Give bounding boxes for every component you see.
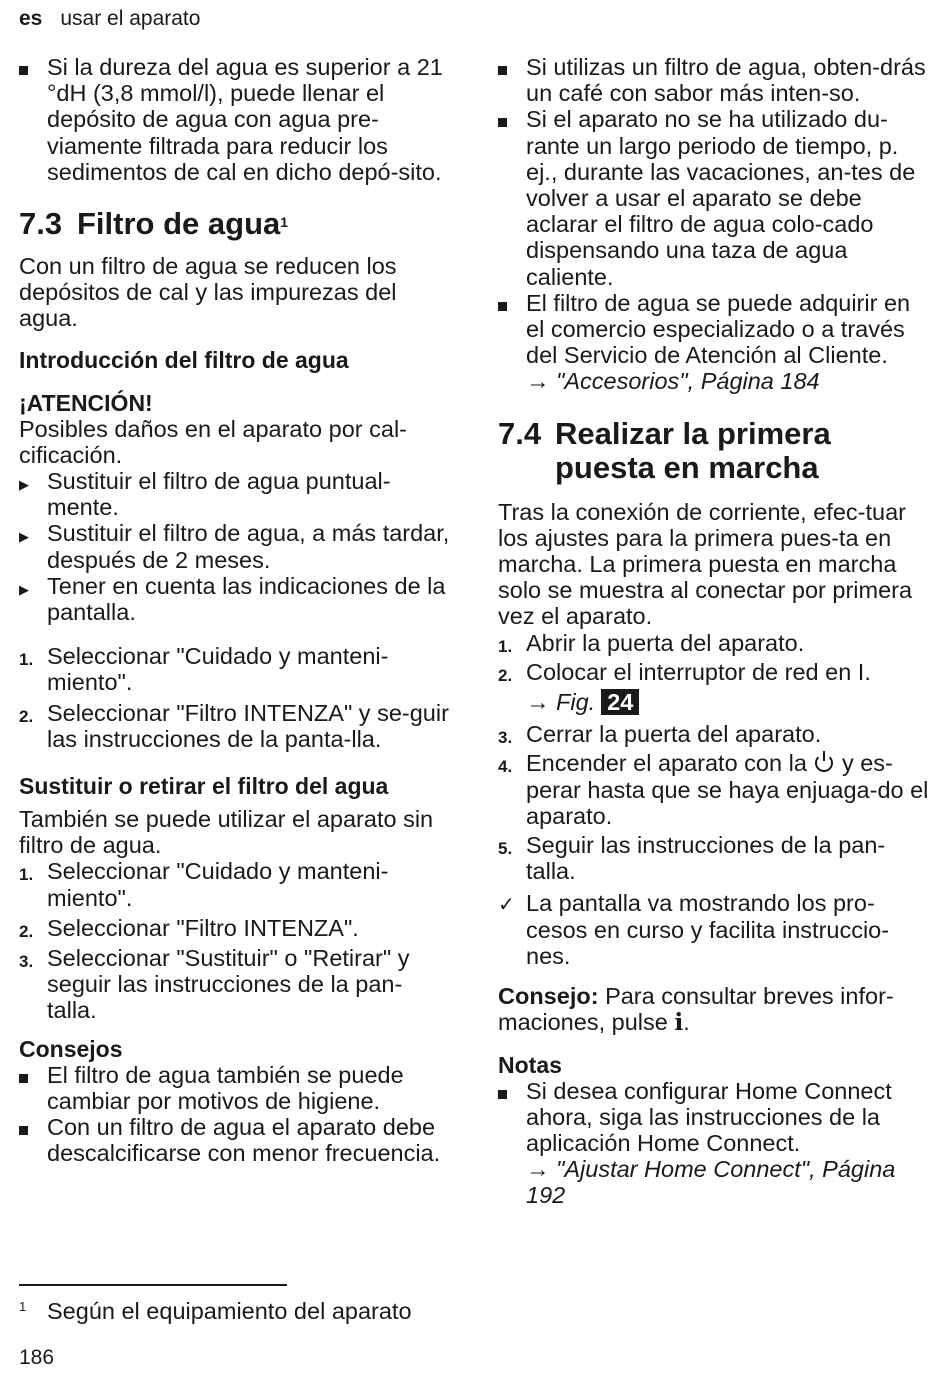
- tip-label: Consejo:: [498, 983, 599, 1010]
- figure-number: 24: [601, 689, 639, 715]
- list-item: 2. Seleccionar "Filtro INTENZA" y se-guir las instrucciones de la panta-lla.: [19, 699, 449, 752]
- square-bullet-icon: [498, 1090, 507, 1099]
- attention-title: ¡ATENCIÓN!: [19, 389, 153, 416]
- step-number: 2.: [19, 706, 34, 726]
- checkmark-icon: ✓: [498, 894, 515, 917]
- step-number: 5.: [498, 839, 513, 859]
- list-item: ▶ Sustituir el filtro de agua, a más tardar, después de 2 meses.: [19, 520, 450, 573]
- section-title: usar el aparato: [60, 7, 201, 30]
- list-item: 5. Seguir las instrucciones de la pan-talla.: [498, 832, 886, 885]
- accessories-link[interactable]: → "Accesorios", Página 184: [526, 368, 820, 395]
- list-item: ▶ Sustituir el filtro de agua puntual-mente.: [19, 468, 391, 521]
- list-item: El filtro de agua se puede adquirir en el comercio especializado o a través del Servicio de Atención al Cliente. → "Accesorios", Página 184: [498, 290, 930, 395]
- language-code: es: [19, 7, 43, 30]
- square-bullet-icon: [498, 66, 507, 75]
- footnote-ref: 1: [280, 214, 289, 231]
- paragraph: Con un filtro de agua se reducen los depósitos de cal y las impurezas del agua.: [19, 253, 397, 332]
- step-number: 3.: [498, 728, 513, 748]
- footnote: [19, 1297, 459, 1325]
- subheading-replace: Sustituir o retirar el filtro del agua: [19, 773, 389, 800]
- step-number: 3.: [19, 952, 34, 972]
- list-item: ▶ Tener en cuenta las indicaciones de la pantalla.: [19, 572, 446, 626]
- list-item: 2. Colocar el interruptor de red en I. → Fig. 24: [498, 659, 930, 715]
- square-bullet-icon: [19, 1074, 28, 1083]
- figure-link[interactable]: → Fig. 24: [526, 689, 930, 715]
- triangle-bullet-icon: ▶: [19, 529, 29, 545]
- list-item: Si el aparato no se ha utilizado du-rante un largo periodo de tiempo, p. ej., durante las vacaciones, an-tes de volver a usar el aparato se debe aclarar el filtro de agua colo-cado dispensando una taza de agua caliente.: [498, 106, 930, 289]
- square-bullet-icon: [498, 118, 507, 127]
- list-item: Con un filtro de agua el aparato debe descalcificarse con menor frecuencia.: [19, 1114, 451, 1166]
- notes-heading: Notas: [498, 1051, 562, 1078]
- list-item: Si desea configurar Home Connect ahora, siga las instrucciones de la aplicación Home Connect. → "Ajustar Home Connect", Página 192: [498, 1078, 930, 1209]
- step-number: 2.: [498, 665, 513, 685]
- page-number: 186: [19, 1346, 55, 1369]
- page-header: [19, 6, 200, 32]
- list-item: Si la dureza del agua es superior a 21 °dH (3,8 mmol/l), puede llenar el depósito de agua con agua pre-viamente filtrada para reducir los sedimentos de cal en dicho depó-sito.: [19, 54, 451, 185]
- tips-heading: Consejos: [19, 1035, 123, 1062]
- paragraph: Tras la conexión de corriente, efec-tuar los ajustes para la primera pues-ta en marcha. La primera puesta en marcha solo se muestra al conectar por primera vez el aparato.: [498, 498, 913, 630]
- list-item: Si utilizas un filtro de agua, obten-drás un café con sabor más inten-so.: [498, 54, 930, 106]
- footnote-divider: [19, 1284, 287, 1286]
- list-item: 4. Encender el aparato con la y es-perar hasta que se haya enjuaga-do el aparato.: [498, 750, 929, 829]
- footnote-text: Según el equipamiento del aparato: [47, 1298, 412, 1324]
- step-number: 1.: [19, 650, 34, 670]
- right-column: [498, 54, 930, 1209]
- square-bullet-icon: [19, 1126, 28, 1135]
- step-number: 4.: [498, 757, 513, 777]
- step-number: 1.: [19, 865, 34, 885]
- section-heading-7-4: 7.4 Realizar la primera puesta en marcha: [498, 415, 831, 485]
- left-column: [19, 54, 451, 1167]
- attention-text: Posibles daños en el aparato por cal-cificación.: [19, 415, 407, 468]
- triangle-bullet-icon: ▶: [19, 477, 29, 493]
- list-item: ✓ La pantalla va mostrando los pro-cesos en curso y facilita instruccio-nes.: [498, 890, 890, 969]
- step-number: 2.: [19, 921, 34, 941]
- footnote-mark: 1: [19, 1299, 27, 1314]
- square-bullet-icon: [19, 66, 28, 75]
- list-item: 1. Seleccionar "Cuidado y manteni-miento".: [19, 643, 389, 696]
- info-icon: i: [674, 1008, 684, 1037]
- list-item: 1. Abrir la puerta del aparato.: [498, 630, 930, 656]
- triangle-bullet-icon: ▶: [19, 581, 29, 597]
- step-number: 1.: [498, 636, 513, 656]
- paragraph: También se puede utilizar el aparato sin filtro de agua.: [19, 806, 434, 859]
- square-bullet-icon: [498, 302, 507, 311]
- power-icon: [815, 754, 833, 772]
- home-connect-link[interactable]: → "Ajustar Home Connect", Página 192: [526, 1156, 896, 1209]
- tip-paragraph: Consejo: Para consultar breves infor-maciones, pulse i.: [498, 983, 894, 1037]
- list-item: El filtro de agua también se puede cambiar por motivos de higiene.: [19, 1062, 451, 1114]
- subheading-intro: Introducción del filtro de agua: [19, 346, 349, 373]
- list-item: 3. Seleccionar "Sustituir" o "Retirar" y seguir las instrucciones de la pan-talla.: [19, 945, 410, 1024]
- list-item: 1. Seleccionar "Cuidado y manteni-miento".: [19, 858, 389, 911]
- list-item: 3. Cerrar la puerta del aparato.: [498, 721, 930, 747]
- section-heading-7-3: 7.3 Filtro de agua$^1$: [19, 206, 289, 242]
- list-item: 2. Seleccionar "Filtro INTENZA".: [19, 915, 451, 941]
